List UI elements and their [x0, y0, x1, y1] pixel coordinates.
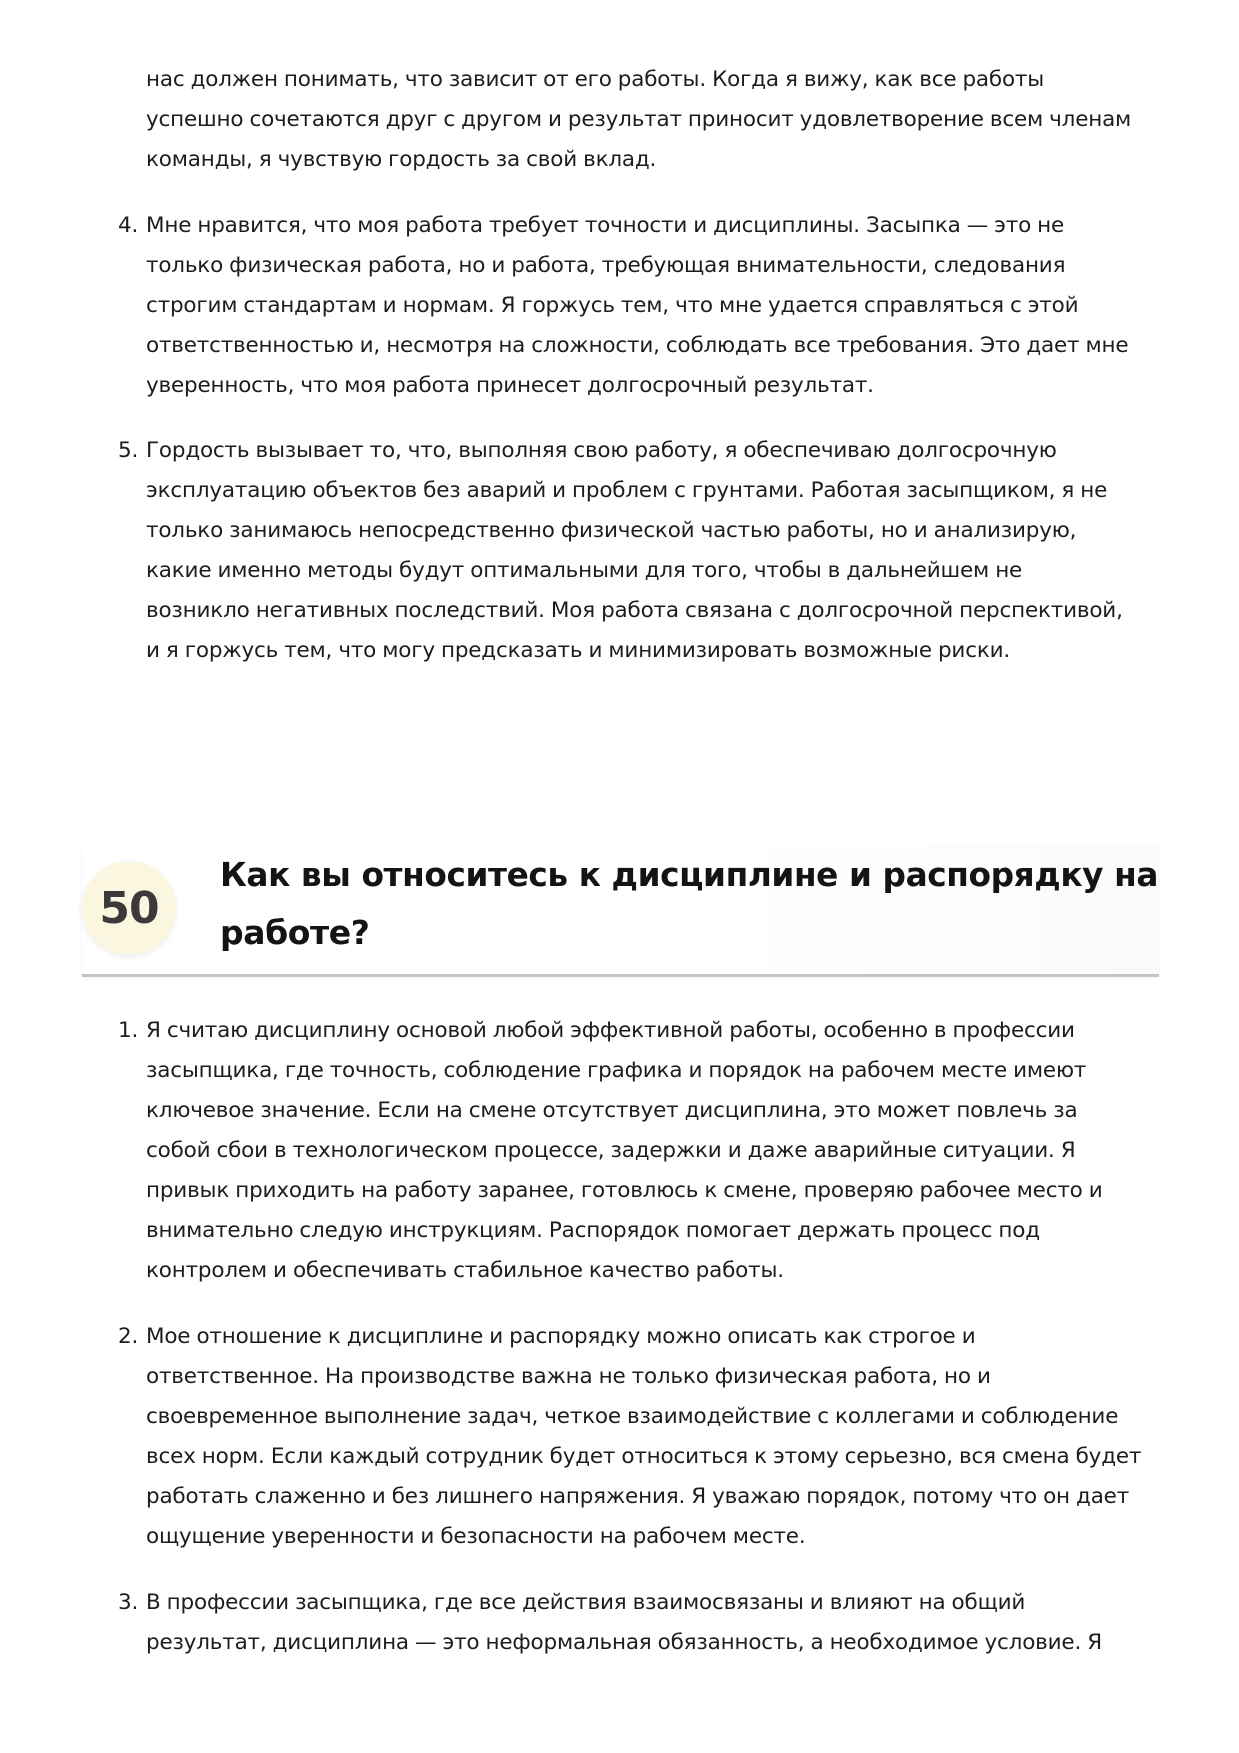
text-line: привык приходить на работу заранее, готовлюсь к смене, проверяю рабочее место и [146, 1178, 1103, 1203]
text-line: результат, дисциплина — это неформальная обязанность, а необходимое условие. Я [146, 1630, 1102, 1655]
text-line: Гордость вызывает то, что, выполняя свою работу, я обеспечиваю долгосрочную [146, 438, 1057, 463]
text-line: только занимаюсь непосредственно физической частью работы, но и анализирую, [146, 518, 1077, 543]
text-line: контролем и обеспечивать стабильное качество работы. [146, 1258, 784, 1283]
list-item-text [146, 1011, 1156, 1291]
text-line: В профессии засыпщика, где все действия взаимосвязаны и влияют на общий [146, 1590, 1026, 1615]
text-line: работать слаженно и без лишнего напряжения. Я уважаю порядок, потому что он дает [146, 1484, 1130, 1509]
text-line: ключевое значение. Если на смене отсутствует дисциплина, это может повлечь за [146, 1098, 1078, 1123]
list-item-number: 3. [118, 1590, 139, 1615]
title-line: работе? [220, 913, 370, 952]
text-line: всех норм. Если каждый сотрудник будет относиться к этому серьезно, вся смена будет [146, 1444, 1142, 1469]
text-line: Мне нравится, что моя работа требует точности и дисциплины. Засыпка — это не [146, 213, 1065, 238]
text-line: и я горжусь тем, что могу предсказать и минимизировать возможные риски. [146, 638, 1011, 663]
text-line: ответственное. На производстве важна не только физическая работа, но и [146, 1364, 991, 1389]
text-line: только физическая работа, но и работа, требующая внимательности, следования [146, 253, 1066, 278]
text-line: Я считаю дисциплину основой любой эффективной работы, особенно в профессии [146, 1018, 1075, 1043]
text-line: нас должен понимать, что зависит от его работы. Когда я вижу, как все работы [146, 67, 1045, 92]
list-item-text [146, 1317, 1156, 1557]
text-line: внимательно следую инструкциям. Распорядок помогает держать процесс под [146, 1218, 1040, 1243]
text-line: собой сбои в технологическом процессе, задержки и даже аварийные ситуации. Я [146, 1138, 1076, 1163]
list-item-text [146, 431, 1156, 671]
text-line: эксплуатацию объектов без аварий и проблем с грунтами. Работая засыпщиком, я не [146, 478, 1108, 503]
list-item-number: 4. [118, 213, 139, 238]
list-item-number: 2. [118, 1324, 139, 1349]
text-line: строгим стандартам и нормам. Я горжусь тем, что мне удается справляться с этой [146, 293, 1079, 318]
text-line: Мое отношение к дисциплине и распорядку можно описать как строгое и [146, 1324, 976, 1349]
text-line: своевременное выполнение задач, четкое взаимодействие с коллегами и соблюдение [146, 1404, 1119, 1429]
text-line: успешно сочетаются друг с другом и результат приносит удовлетворение всем членам [146, 107, 1132, 132]
text-line: возникло негативных последствий. Моя работа связана с долгосрочной перспективой, [146, 598, 1123, 623]
text-line: ощущение уверенности и безопасности на рабочем месте. [146, 1524, 806, 1549]
list-item-text [146, 206, 1156, 406]
question-number-badge: 50 [82, 861, 176, 955]
continuation-paragraph [146, 60, 1156, 180]
list-item-number: 1. [118, 1018, 139, 1043]
title-line: Как вы относитесь к дисциплине и распорядку на [220, 856, 1159, 894]
text-line: уверенность, что моя работа принесет долгосрочный результат. [146, 373, 874, 398]
text-line: засыпщика, где точность, соблюдение графика и порядок на рабочем месте имеют [146, 1058, 1087, 1083]
text-line: команды, я чувствую гордость за свой вклад. [146, 147, 657, 172]
question-title [220, 846, 1160, 962]
list-item-number: 5. [118, 438, 139, 463]
section-divider [82, 974, 1159, 977]
list-item-text [146, 1583, 1156, 1663]
text-line: ответственностью и, несмотря на сложности, соблюдать все требования. Это дает мне [146, 333, 1129, 358]
text-line: какие именно методы будут оптимальными для того, чтобы в дальнейшем не [146, 558, 1023, 583]
